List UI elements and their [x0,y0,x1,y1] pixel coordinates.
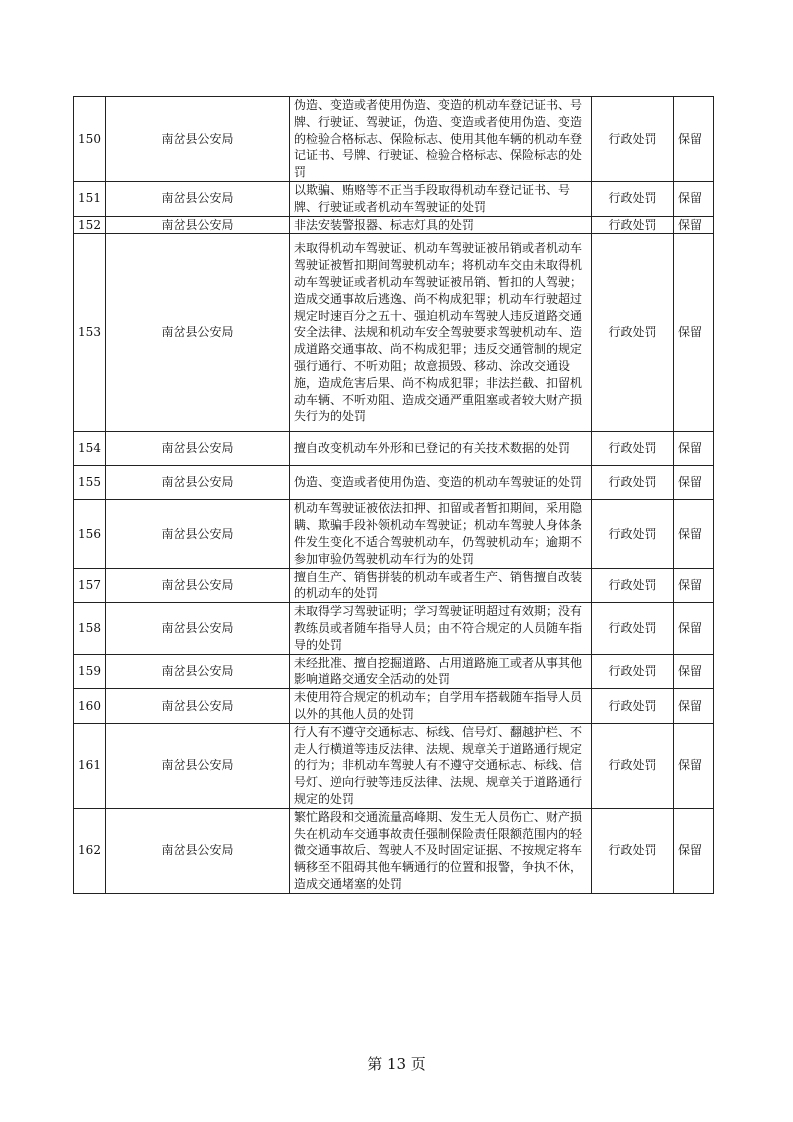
row-status: 保留 [674,234,714,432]
row-number: 160 [74,689,106,724]
row-organization: 南岔县公安局 [106,216,290,234]
row-organization: 南岔县公安局 [106,500,290,568]
row-number: 162 [74,808,106,893]
row-status: 保留 [674,97,714,182]
row-status: 保留 [674,500,714,568]
row-number: 159 [74,654,106,689]
row-item-type: 行政处罚 [592,500,674,568]
row-item-type: 行政处罚 [592,466,674,500]
row-status: 保留 [674,466,714,500]
row-item-type: 行政处罚 [592,603,674,654]
row-organization: 南岔县公安局 [106,723,290,808]
row-status: 保留 [674,432,714,466]
row-item-name: 未经批准、擅自挖掘道路、占用道路施工或者从事其他影响道路交通安全活动的处罚 [290,654,592,689]
row-number: 153 [74,234,106,432]
table-row [74,723,714,808]
row-item-type: 行政处罚 [592,216,674,234]
table-row [74,689,714,724]
row-item-name: 以欺骗、贿赂等不正当手段取得机动车登记证书、号牌、行驶证或者机动车驾驶证的处罚 [290,181,592,216]
row-organization: 南岔县公安局 [106,603,290,654]
row-organization: 南岔县公安局 [106,97,290,182]
row-status: 保留 [674,181,714,216]
row-item-name: 伪造、变造或者使用伪造、变造的机动车登记证书、号牌、行驶证、驾驶证，伪造、变造或者使用伪造、变造的检验合格标志、保险标志、使用其他车辆的机动车登记证书、号牌、行驶证、检验合格标志、保险标志的处罚 [290,97,592,182]
row-number: 156 [74,500,106,568]
row-number: 158 [74,603,106,654]
row-item-type: 行政处罚 [592,432,674,466]
row-item-type: 行政处罚 [592,808,674,893]
row-organization: 南岔县公安局 [106,689,290,724]
row-status: 保留 [674,603,714,654]
row-number: 154 [74,432,106,466]
row-organization: 南岔县公安局 [106,432,290,466]
table-row [74,808,714,893]
table-row [74,97,714,182]
row-item-name: 擅自生产、销售拼装的机动车或者生产、销售擅自改装的机动车的处罚 [290,568,592,603]
row-number: 151 [74,181,106,216]
row-item-name: 未使用符合规定的机动车；自学用车搭载随车指导人员以外的其他人员的处罚 [290,689,592,724]
row-organization: 南岔县公安局 [106,181,290,216]
row-item-type: 行政处罚 [592,654,674,689]
row-item-type: 行政处罚 [592,181,674,216]
row-item-name: 机动车驾驶证被依法扣押、扣留或者暂扣期间，采用隐瞒、欺骗手段补领机动车驾驶证；机动车驾驶人身体条件发生变化不适合驾驶机动车，仍驾驶机动车；逾期不参加审验仍驾驶机动车行为的处罚 [290,500,592,568]
row-status: 保留 [674,216,714,234]
table-row [74,216,714,234]
row-organization: 南岔县公安局 [106,466,290,500]
row-item-name: 行人有不遵守交通标志、标线、信号灯、翻越护栏、不走人行横道等违反法律、法规、规章关于道路通行规定的行为；非机动车驾驶人有不遵守交通标志、标线、信号灯、逆向行驶等违反法律、法规、规章关于道路通行规定的处罚 [290,723,592,808]
row-item-name: 擅自改变机动车外形和已登记的有关技术数据的处罚 [290,432,592,466]
table-row [74,466,714,500]
row-organization: 南岔县公安局 [106,808,290,893]
table-row [74,432,714,466]
row-item-type: 行政处罚 [592,97,674,182]
row-status: 保留 [674,689,714,724]
row-status: 保留 [674,808,714,893]
item-table [73,96,714,894]
table-body [74,97,714,894]
table-row [74,654,714,689]
table-row [74,568,714,603]
row-status: 保留 [674,654,714,689]
row-organization: 南岔县公安局 [106,568,290,603]
row-item-type: 行政处罚 [592,234,674,432]
row-organization: 南岔县公安局 [106,234,290,432]
row-item-type: 行政处罚 [592,723,674,808]
table-row [74,500,714,568]
row-item-name: 伪造、变造或者使用伪造、变造的机动车驾驶证的处罚 [290,466,592,500]
row-item-type: 行政处罚 [592,568,674,603]
page-number: 第 13 页 [367,1055,426,1073]
table-row [74,181,714,216]
row-number: 155 [74,466,106,500]
table-row [74,234,714,432]
row-item-name: 未取得学习驾驶证明；学习驾驶证明超过有效期；没有教练员或者随车指导人员；由不符合规定的人员随车指导的处罚 [290,603,592,654]
row-number: 157 [74,568,106,603]
row-organization: 南岔县公安局 [106,654,290,689]
row-item-name: 非法安装警报器、标志灯具的处罚 [290,216,592,234]
row-number: 161 [74,723,106,808]
row-number: 150 [74,97,106,182]
row-status: 保留 [674,568,714,603]
table-row [74,603,714,654]
row-status: 保留 [674,723,714,808]
row-item-type: 行政处罚 [592,689,674,724]
row-item-name: 繁忙路段和交通流量高峰期、发生无人员伤亡、财产损失在机动车交通事故责任强制保险责任限额范围内的轻微交通事故后、驾驶人不及时固定证据、不按规定将车辆移至不阻碍其他车辆通行的位置和报警，争执不休，造成交通堵塞的处罚 [290,808,592,893]
row-item-name: 未取得机动车驾驶证、机动车驾驶证被吊销或者机动车驾驶证被暂扣期间驾驶机动车；将机动车交由未取得机动车驾驶证或者机动车驾驶证被吊销、暂扣的人驾驶；造成交通事故后逃逸、尚不构成犯罪；机动车行驶超过规定时速百分之五十、强迫机动车驾驶人违反道路交通安全法律、法规和机动车安全驾驶要求驾驶机动车、造成道路交通事故、尚不构成犯罪；违反交通管制的规定强行通行、不听劝阻；故意损毁、移动、涂改交通设施，造成危害后果、尚不构成犯罪；非法拦截、扣留机动车辆、不听劝阻、造成交通严重阻塞或者较大财产损失行为的处罚 [290,234,592,432]
row-number: 152 [74,216,106,234]
